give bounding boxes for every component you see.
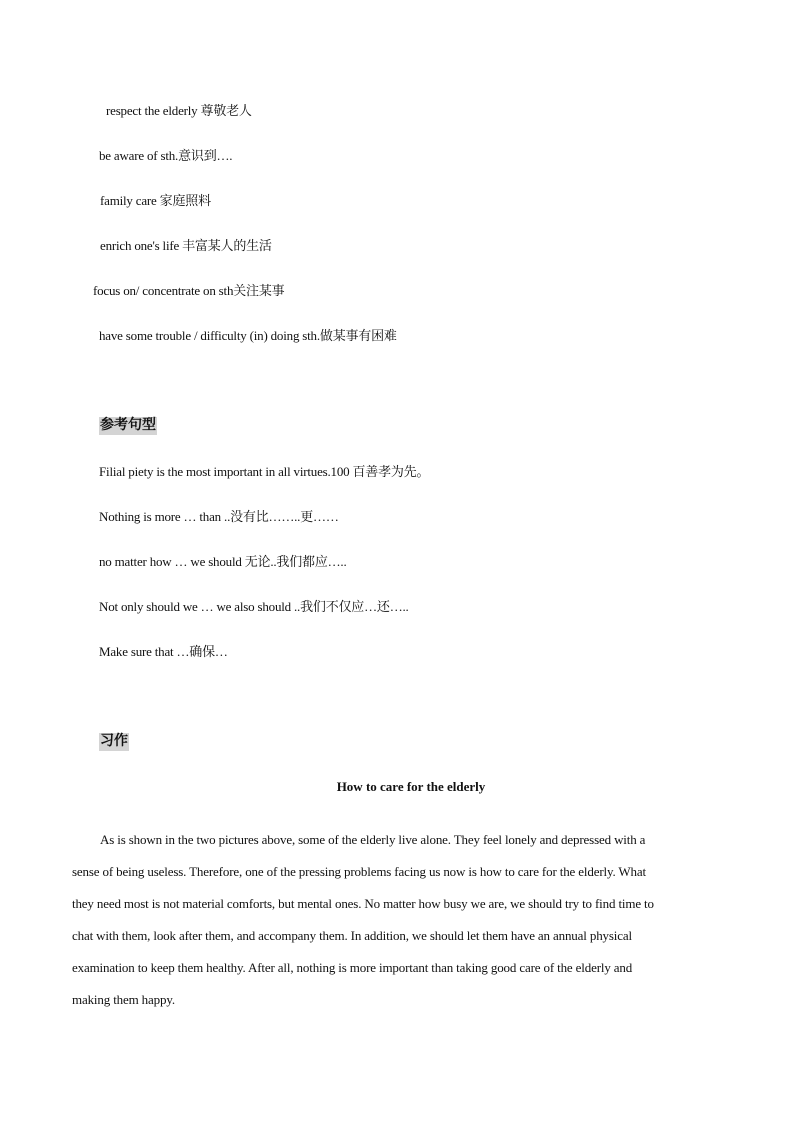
essay-title: How to care for the elderly (336, 779, 486, 794)
phrase-have-trouble: have some trouble / difficulty (in) doing sth.做某事有困难 (99, 328, 397, 343)
sentence-no-matter-how: no matter how … we should 无论..我们都应….. (99, 554, 347, 569)
sentence-make-sure: Make sure that …确保… (99, 644, 228, 659)
essay-line: making them happy. (72, 992, 175, 1007)
phrase-be-aware-of: be aware of sth.意识到…. (99, 148, 233, 163)
phrase-family-care: family care 家庭照料 (100, 193, 211, 208)
essay-line: chat with them, look after them, and accompany them. In addition, we should let them have an annual physical (72, 928, 632, 943)
phrase-focus-on: focus on/ concentrate on sth关注某事 (93, 283, 285, 298)
essay-section-heading: 习作 (100, 734, 128, 749)
phrase-enrich-life: enrich one's life 丰富某人的生活 (100, 238, 272, 253)
essay-line: sense of being useless. Therefore, one of the pressing problems facing us now is how to care for the elderly. What (72, 864, 646, 879)
essay-line: As is shown in the two pictures above, some of the elderly live alone. They feel lonely and depressed with a (100, 832, 646, 847)
sentence-section-heading: 参考句型 (100, 418, 156, 433)
essay-body (72, 824, 720, 1016)
sentence-nothing-is-more: Nothing is more … than ..没有比……..更…… (99, 509, 339, 524)
phrase-respect-elderly: respect the elderly 尊敬老人 (106, 103, 252, 118)
sentence-not-only: Not only should we … we also should ..我们不仅应…还….. (99, 599, 409, 614)
essay-line: examination to keep them healthy. After all, nothing is more important than taking good care of the elderly and (72, 960, 633, 975)
sentence-filial-piety: Filial piety is the most important in all virtues.100 百善孝为先。 (99, 464, 430, 479)
essay-line: they need most is not material comforts, but mental ones. No matter how busy we are, we should try to find time to (72, 896, 654, 911)
